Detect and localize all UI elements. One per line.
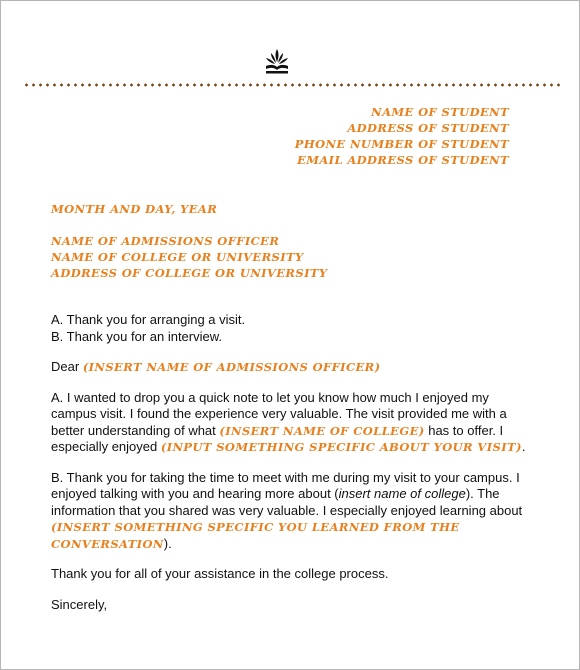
paragraph-b-italic: insert name of college [338, 486, 466, 501]
sender-name: NAME OF STUDENT [371, 105, 509, 119]
paragraph-a-visit-placeholder: (INPUT SOMETHING SPECIFIC ABOUT YOUR VISIT) [160, 440, 522, 454]
subject-option-a: A. Thank you for arranging a visit. [51, 312, 246, 327]
paragraph-b-part1: B. Thank you for taking the time to meet with me during my visit to your campus. I enjoyed talking with you and hearing more about ( [51, 469, 520, 501]
lotus-book-icon [264, 47, 290, 75]
paragraph-a-part2: has to offer. I especially enjoyed [51, 422, 504, 454]
paragraph-a-college-placeholder: (INSERT NAME OF COLLEGE) [219, 423, 425, 438]
paragraph-b-learned-placeholder: (INSERT SOMETHING SPECIFIC YOU LEARNED FROM THE CONVERSATION [51, 520, 460, 551]
sender-address: ADDRESS OF STUDENT [347, 121, 509, 135]
recipient-officer: NAME OF ADMISSIONS OFFICER [51, 234, 280, 248]
paragraph-b [51, 470, 531, 553]
sender-block [295, 104, 509, 168]
sign-off: Sincerely, [51, 596, 108, 612]
paragraph-a [51, 390, 531, 456]
dotted-divider [23, 83, 563, 87]
sender-phone: PHONE NUMBER OF STUDENT [294, 137, 509, 151]
recipient-address: ADDRESS OF COLLEGE OR UNIVERSITY [51, 266, 328, 280]
recipient-college: NAME OF COLLEGE OR UNIVERSITY [51, 250, 304, 264]
paragraph-b-end: ). [163, 535, 172, 551]
paragraph-a-end: . [521, 439, 526, 454]
recipient-block [51, 233, 327, 281]
salutation-placeholder: (INSERT NAME OF ADMISSIONS OFFICER) [82, 360, 381, 374]
subject-options [51, 312, 531, 345]
sender-email: EMAIL ADDRESS OF STUDENT [297, 153, 509, 167]
paragraph-b-part2: ). The information that you shared was very valuable. I especially enjoyed learning about [51, 486, 523, 518]
salutation [51, 359, 531, 376]
closing-paragraph: Thank you for all of your assistance in the college process. [51, 566, 389, 581]
paragraph-a-part1: A. I wanted to drop you a quick note to let you know how much I enjoyed my campus visit. I found the experience very valuable. The visit provided me with a better understanding of what [51, 389, 507, 438]
letter-date: MONTH AND DAY, YEAR [51, 202, 218, 216]
salutation-text: Dear [51, 359, 80, 374]
letter-body [51, 312, 531, 627]
subject-option-b: B. Thank you for an interview. [51, 328, 223, 344]
